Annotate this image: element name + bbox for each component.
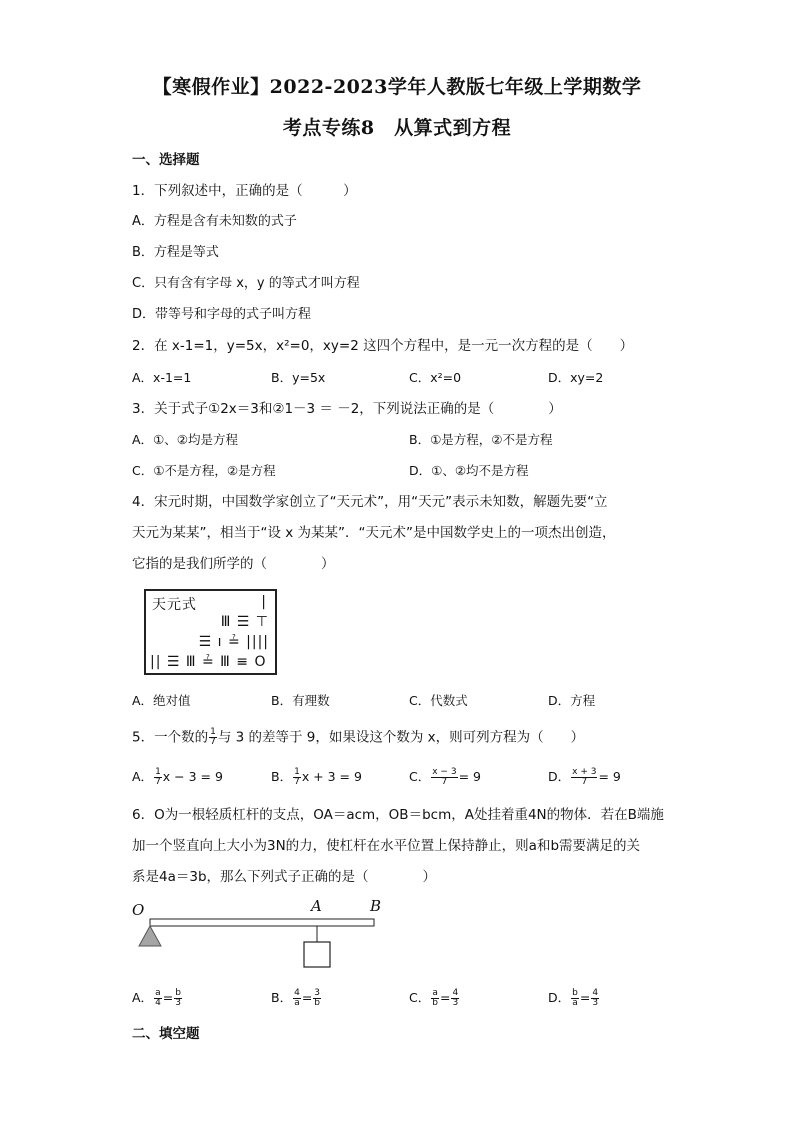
lever-label-o: O xyxy=(132,901,145,919)
fraction-numerator: 4 xyxy=(294,988,300,998)
fraction-denominator: b xyxy=(432,998,438,1008)
question-1-option-c: C．只有含有字母 x，y 的等式才叫方程 xyxy=(132,276,360,291)
fraction-denominator: a xyxy=(294,998,300,1008)
fulcrum-triangle xyxy=(139,926,161,946)
option-fraction-left xyxy=(154,989,162,1008)
question-5-stem-fraction xyxy=(209,728,217,747)
option-fraction-left xyxy=(293,989,301,1008)
equals-sign: = xyxy=(579,990,591,1005)
question-6-option-d xyxy=(548,989,600,1008)
question-6-stem-line2: 加一个竖直向上大小为3N的力，使杠杆在水平位置上保持静止，则a和b需要满足的关 xyxy=(132,838,641,854)
option-fraction xyxy=(293,768,301,787)
option-label: A． xyxy=(132,769,154,784)
option-tail: = 9 xyxy=(458,769,481,784)
option-fraction xyxy=(571,768,597,787)
question-2-option-a: A．x-1=1 xyxy=(132,370,192,385)
question-5-stem-pre: 5．一个数的 xyxy=(132,729,209,746)
fraction-denominator: 7 xyxy=(210,737,216,747)
question-1-stem: 1．下列叙述中，正确的是（ ） xyxy=(132,183,357,199)
option-fraction-right xyxy=(313,989,321,1008)
question-6-option-c xyxy=(409,989,460,1008)
question-3-option-b: B．①是方程，②不是方程 xyxy=(409,432,553,447)
fraction-denominator: 3 xyxy=(592,998,599,1008)
lever-bar xyxy=(150,919,374,926)
tianyuan-row-1: | xyxy=(261,594,267,610)
option-fraction-left xyxy=(571,989,579,1008)
lever-drawing xyxy=(130,897,390,972)
option-label: D． xyxy=(548,769,571,784)
question-6-option-b xyxy=(271,989,322,1008)
question-5-option-b xyxy=(271,768,362,787)
fraction-denominator: b xyxy=(314,998,321,1008)
option-label: D． xyxy=(548,990,571,1005)
tianyuan-row-2: Ⅲ ☰ ⊤ xyxy=(220,614,269,630)
fraction-numerator: 1 xyxy=(155,767,161,777)
equals-sign: = xyxy=(439,990,451,1005)
option-label: B． xyxy=(271,769,293,784)
question-5-option-a xyxy=(132,768,223,787)
question-2-option-b: B．y=5x xyxy=(271,370,326,385)
fraction-numerator: b xyxy=(572,988,578,998)
question-4-option-c: C．代数式 xyxy=(409,693,468,708)
equals-sign: = xyxy=(162,990,174,1005)
lever-label-a: A xyxy=(311,897,322,915)
question-4-option-a: A．绝对值 xyxy=(132,693,191,708)
question-5-option-c xyxy=(409,768,481,787)
fraction-denominator: a xyxy=(572,998,578,1008)
fraction-denominator: 7 xyxy=(155,777,161,787)
page-title-line2: 考点专练8 从算式到方程 xyxy=(282,117,512,139)
option-fraction xyxy=(154,768,162,787)
question-2-stem: 2．在 x-1=1，y=5x，x²=0，xy=2 这四个方程中，是一元一次方程的是（ ） xyxy=(132,338,634,354)
question-6-stem-line1: 6．O为一根轻质杠杆的支点，OA＝acm，OB＝bcm，A处挂着重4N的物体．若在B端施 xyxy=(132,807,664,823)
question-4-option-b: B．有理数 xyxy=(271,693,330,708)
tianyuan-row-4: || ☰ Ⅲ ≟ Ⅲ ≡ O xyxy=(150,654,267,670)
option-fraction-left xyxy=(431,989,439,1008)
question-5-option-d xyxy=(548,768,621,787)
lever-label-b: B xyxy=(370,897,382,915)
page-title-line1: 【寒假作业】2022-2023学年人教版七年级上学期数学 xyxy=(152,76,642,98)
fraction-numerator: 1 xyxy=(210,727,216,737)
question-3-option-a: A．①、②均是方程 xyxy=(132,432,238,447)
fraction-numerator: x − 3 xyxy=(432,767,457,777)
lever-figure xyxy=(130,897,390,972)
tianyuan-row-3: ☰ ı ≟ |||| xyxy=(198,634,269,650)
fraction-denominator: 7 xyxy=(441,777,448,787)
fraction-denominator: 7 xyxy=(294,777,300,787)
question-4-stem-line1: 4．宋元时期，中国数学家创立了“天元术”，用“天元”表示未知数，解题先要“立 xyxy=(132,494,608,510)
question-4-stem-line2: 天元为某某”，相当于“设 x 为某某”．“天元术”是中国数学史上的一项杰出创造， xyxy=(132,525,616,541)
question-2-option-c: C．x²=0 xyxy=(409,370,462,385)
section-heading-fill: 二、填空题 xyxy=(132,1026,200,1042)
question-6-stem-line3: 系是4a＝3b，那么下列式子正确的是（ ） xyxy=(132,869,437,885)
option-tail: x + 3 = 9 xyxy=(301,769,362,784)
tianyuan-figure xyxy=(144,589,277,675)
tianyuan-label: 天元式 xyxy=(152,597,197,613)
option-fraction-right xyxy=(591,989,599,1008)
fraction-numerator: b xyxy=(175,988,181,998)
question-1-option-a: A．方程是含有未知数的式子 xyxy=(132,214,297,229)
fraction-denominator: 3 xyxy=(452,998,459,1008)
question-4-stem-line3: 它指的是我们所学的（ ） xyxy=(132,556,335,572)
question-6-option-a xyxy=(132,989,183,1008)
fraction-denominator: 4 xyxy=(155,998,161,1008)
option-label: C． xyxy=(409,769,431,784)
equals-sign: = xyxy=(301,990,313,1005)
question-5-stem xyxy=(132,728,584,747)
fraction-numerator: 4 xyxy=(452,988,459,998)
fraction-denominator: 7 xyxy=(581,777,588,787)
option-label: A． xyxy=(132,990,154,1005)
fraction-numerator: a xyxy=(155,988,161,998)
fraction-numerator: a xyxy=(432,988,438,998)
fraction-denominator: 3 xyxy=(175,998,182,1008)
question-4-option-d: D．方程 xyxy=(548,693,596,708)
question-3-option-c: C．①不是方程，②是方程 xyxy=(132,463,276,478)
section-heading-choice: 一、选择题 xyxy=(132,152,200,168)
question-1-option-d: D．带等号和字母的式子叫方程 xyxy=(132,307,312,322)
option-label: B． xyxy=(271,990,293,1005)
option-label: C． xyxy=(409,990,431,1005)
option-fraction-right xyxy=(451,989,459,1008)
question-5-stem-post: 与 3 的差等于 9，如果设这个数为 x，则可列方程为（ ） xyxy=(217,729,585,746)
option-tail: x − 3 = 9 xyxy=(162,769,223,784)
option-fraction-right xyxy=(174,989,182,1008)
weight-block xyxy=(304,942,330,967)
fraction-numerator: 1 xyxy=(294,767,300,777)
option-tail: = 9 xyxy=(598,769,621,784)
option-fraction xyxy=(431,768,457,787)
question-3-stem: 3．关于式子①2x＝3和②1－3 ＝ －2，下列说法正确的是（ ） xyxy=(132,401,562,417)
fraction-numerator: x + 3 xyxy=(572,767,597,777)
question-1-option-b: B．方程是等式 xyxy=(132,245,219,260)
fraction-numerator: 3 xyxy=(314,988,321,998)
question-3-option-d: D．①、②均不是方程 xyxy=(409,463,529,478)
question-2-option-d: D．xy=2 xyxy=(548,370,604,385)
fraction-numerator: 4 xyxy=(592,988,599,998)
